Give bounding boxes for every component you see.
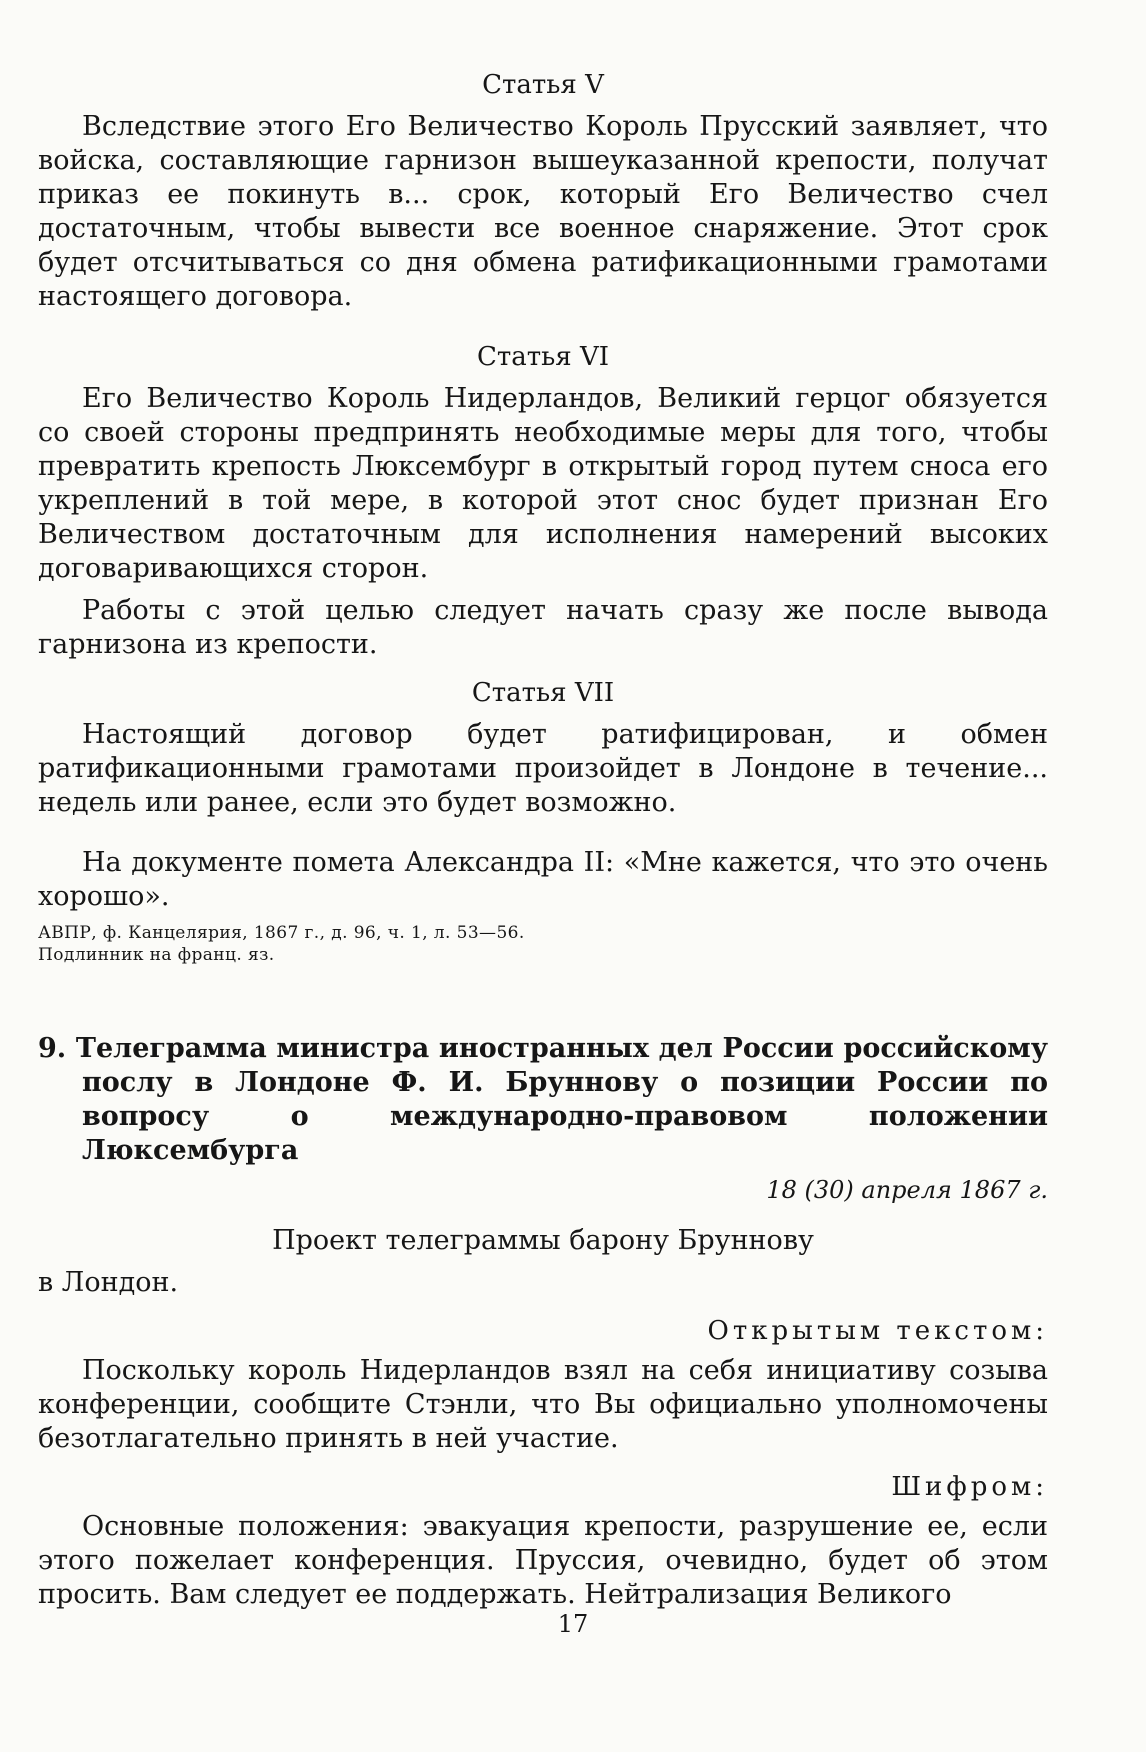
document-page [38, 68, 1048, 1612]
cipher-body: Основные положения: эвакуация крепости, разрушение ее, если этого пожелает конференция. Пруссия, очевидно, будет об этом просить. Вам следует ее поддержать. Нейтрализация Великого [38, 1511, 1048, 1610]
destination: в Лондон. [38, 1267, 179, 1298]
article-7-text: Настоящий договор будет ратифицирован, и обмен ратификационными грамотами произойдет в Лондоне в течение... недель или ранее, если это будет возможно. [38, 719, 1048, 818]
open-text-body: Поскольку король Нидерландов взял на себя инициативу созыва конференции, сообщите Стэнли, что Вы официально уполномочены безотлагательно принять в ней участие. [38, 1355, 1048, 1454]
article-5-heading: Статья V [482, 70, 604, 100]
article-6-text: Его Величество Король Нидерландов, Великий герцог обязуется со своей стороны предпринять необходимые меры для того, чтобы превратить крепость Люксембург в открытый город путем сноса его укреплений в той мере, в которой этот снос будет признан Его Величеством достаточным для исполнения намерений высоких договаривающихся сторон. [38, 383, 1048, 584]
cipher-label: Шифром: [891, 1472, 1048, 1502]
draft-title: Проект телеграммы барону Бруннову [272, 1225, 814, 1256]
page-number: 17 [557, 1610, 589, 1638]
annotation-note: На документе помета Александра II: «Мне кажется, что это очень хорошо». [38, 847, 1048, 912]
article-7-heading: Статья VII [471, 678, 615, 708]
document-date: 18 (30) апреля 1867 г. [766, 1176, 1048, 1204]
article-6-text-2: Работы с этой целью следует начать сразу же после вывода гарнизона из крепости. [38, 595, 1048, 660]
article-5-text: Вследствие этого Его Величество Король Прусский заявляет, что войска, составляющие гарнизон вышеуказанной крепости, получат приказ ее покинуть в... срок, который Его Величество счел достаточным, чтобы вывести все военное снаряжение. Этот срок будет отсчитываться со дня обмена ратификационными грамотами настоящего договора. [38, 111, 1048, 312]
article-6-heading: Статья VI [476, 342, 610, 372]
document-9-title: 9. Телеграмма министра иностранных дел России российскому послу в Лондоне Ф. И. Бруннову о позиции России по вопросу о международно-правовом положении Люксембурга [38, 1033, 1048, 1166]
open-text-label: Открытым текстом: [707, 1316, 1048, 1346]
archive-source: АВПР, ф. Канцелярия, 1867 г., д. 96, ч. 1, л. 53—56. Подлинник на франц. яз. [38, 923, 525, 965]
